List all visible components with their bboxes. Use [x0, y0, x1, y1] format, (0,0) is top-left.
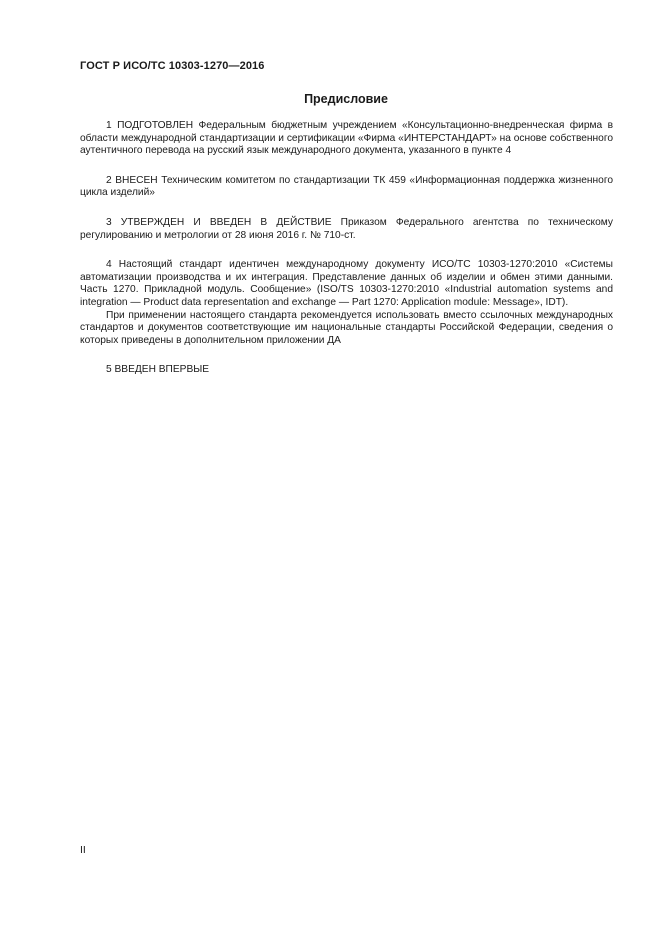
document-header: ГОСТ Р ИСО/ТС 10303-1270—2016: [80, 60, 265, 72]
paragraph-5: 5 ВВЕДЕН ВПЕРВЫЕ: [106, 364, 210, 376]
foreword-body: [80, 120, 613, 377]
paragraph-3: 3 УТВЕРЖДЕН И ВВЕДЕН В ДЕЙСТВИЕ Приказом Федерального агентства по техническому регулированию и метрологии от 28 июня 2016 г. № 710-ст.: [80, 216, 613, 241]
paragraph-4-note: При применении настоящего стандарта рекомендуется использовать вместо ссылочных международных стандартов и документов соответствующие им национальные стандарты Российской Федерации, сведения о которых приведены в дополнительном приложении ДА: [80, 309, 613, 346]
page-title: Предисловие: [304, 92, 388, 106]
paragraph-4: 4 Настоящий стандарт идентичен международному документу ИСО/ТС 10303-1270:2010 «Системы автоматизации производства и их интеграция. Представление данных об изделии и обмен этими данными. Часть 1270. Прикладной модуль. Сообщение» (ISO/TS 10303-1270:2010 «Industrial automation systems and integration — Product data representation and exchange — Part 1270: Application module: Message», IDT).: [80, 259, 613, 308]
paragraph-1: 1 ПОДГОТОВЛЕН Федеральным бюджетным учреждением «Консультационно-внедренческая фирма в области международной стандартизации и сертификации «Фирма «ИНТЕРСТАНДАРТ» на основе собственного аутентичного перевода на русский язык международного документа, указанного в пункте 4: [80, 120, 613, 157]
page-number: II: [80, 844, 86, 856]
paragraph-2: 2 ВНЕСЕН Техническим комитетом по стандартизации ТК 459 «Информационная поддержка жизненного цикла изделий»: [80, 174, 613, 199]
